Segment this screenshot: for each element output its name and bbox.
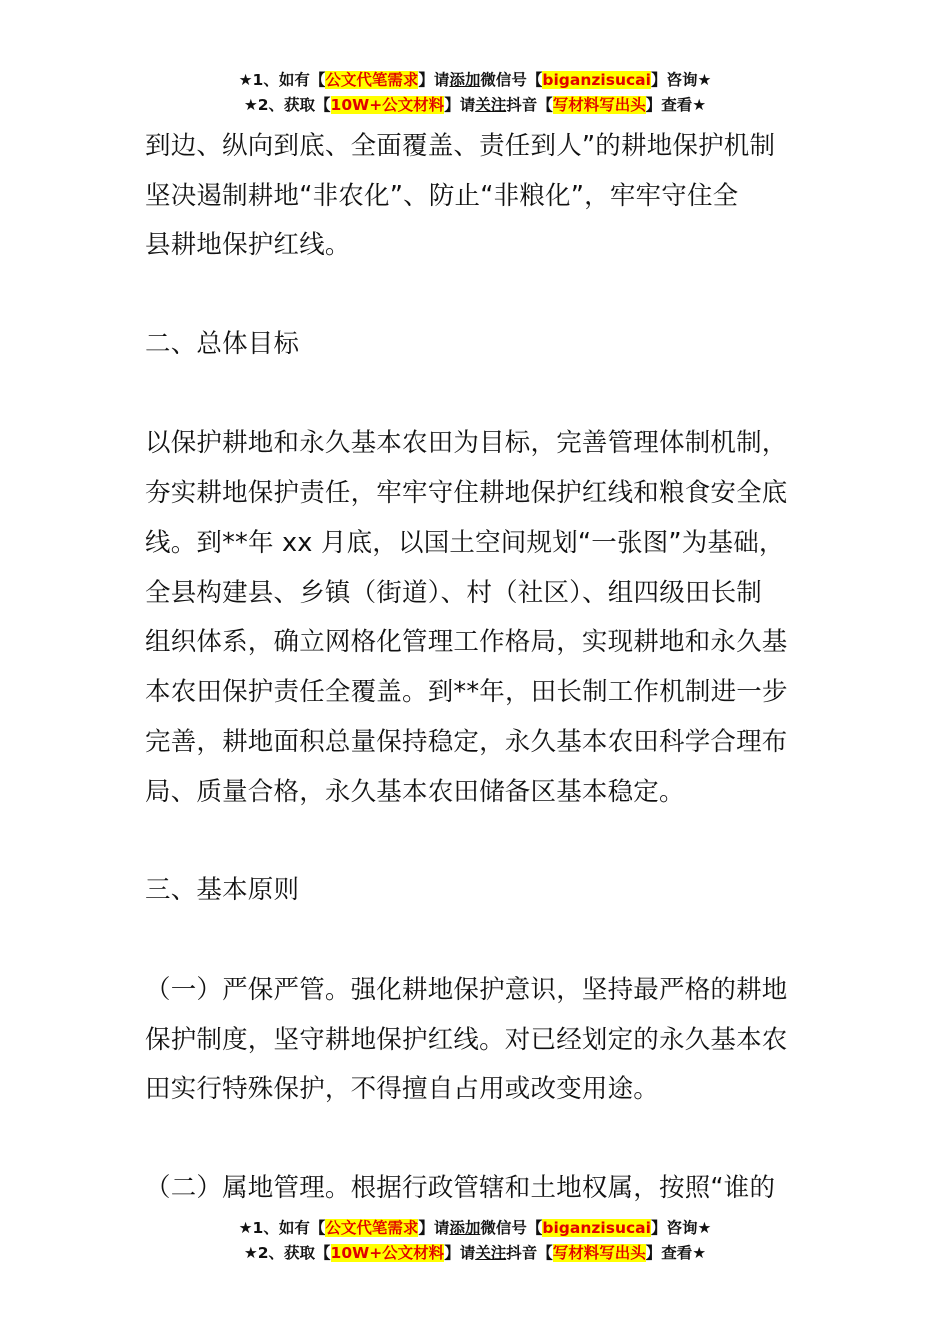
section-heading-line: 二、总体目标: [145, 329, 300, 359]
banner-text: 】请: [418, 71, 450, 89]
header-banner: [0, 68, 950, 118]
banner-line-1: [0, 68, 950, 93]
banner-text: 】查看★: [645, 1244, 707, 1262]
banner-highlight: 公文代笔需求: [325, 71, 419, 89]
paragraph-line: 完善，耕地面积总量保持稳定，永久基本农田科学合理布: [145, 727, 788, 757]
banner-text: ★2、获取【: [243, 1244, 331, 1262]
banner-text: 】咨询★: [650, 71, 712, 89]
banner-text: ★1、如有【: [238, 1219, 326, 1237]
banner-highlight: 10W+公文材料: [330, 96, 445, 114]
paragraph-line: 全县构建县、乡镇（街道）、村（社区）、组四级田长制: [145, 578, 763, 608]
banner-text: 】请: [444, 96, 476, 114]
banner-highlight: biganzisucai: [542, 1219, 651, 1237]
banner-emphasis: 添加: [449, 1219, 481, 1237]
banner-text: 】查看★: [645, 96, 707, 114]
section-heading-line: 三、基本原则: [145, 875, 300, 905]
paragraph-line: 局、质量合格，永久基本农田储备区基本稳定。: [145, 777, 685, 807]
banner-text: 】请: [444, 1244, 476, 1262]
paragraph-line: 以保护耕地和永久基本农田为目标，完善管理体制机制，: [145, 428, 788, 458]
paragraph-line: 保护制度，坚守耕地保护红线。对已经划定的永久基本农: [145, 1025, 788, 1055]
paragraph-line: 田实行特殊保护，不得擅自占用或改变用途。: [145, 1074, 660, 1104]
footer-banner: [0, 1216, 950, 1266]
banner-highlight: 10W+公文材料: [330, 1244, 445, 1262]
banner-emphasis: 添加: [449, 71, 481, 89]
banner-line-1: [0, 1216, 950, 1241]
paragraph-line: （一）严保严管。强化耕地保护意识，坚持最严格的耕地: [145, 975, 788, 1005]
paragraph-line: 县耕地保护红线。: [145, 230, 351, 260]
banner-text: ★1、如有【: [238, 71, 326, 89]
banner-line-2: [0, 1241, 950, 1266]
paragraph-line: （二）属地管理。根据行政管辖和土地权属，按照“谁的: [145, 1173, 776, 1203]
banner-emphasis: 关注: [475, 96, 507, 114]
banner-highlight: 写材料写出头: [552, 1244, 646, 1262]
banner-highlight: 公文代笔需求: [325, 1219, 419, 1237]
paragraph-line: 线。到**年 xx 月底，以国土空间规划“一张图”为基础，: [145, 528, 785, 558]
banner-text: 微信号【: [480, 1219, 543, 1237]
paragraph-line: 本农田保护责任全覆盖。到**年，田长制工作机制进一步: [145, 677, 788, 707]
banner-line-2: [0, 93, 950, 118]
banner-text: 抖音【: [506, 1244, 553, 1262]
banner-text: 】请: [418, 1219, 450, 1237]
paragraph-line: 夯实耕地保护责任，牢牢守住耕地保护红线和粮食安全底: [145, 478, 788, 508]
paragraph-line: 组织体系，确立网格化管理工作格局，实现耕地和永久基: [145, 627, 788, 657]
paragraph-line: 坚决遏制耕地“非农化”、防止“非粮化”，牢牢守住全: [145, 181, 739, 211]
banner-text: 微信号【: [480, 71, 543, 89]
banner-emphasis: 关注: [475, 1244, 507, 1262]
banner-text: 抖音【: [506, 96, 553, 114]
paragraph-line: 到边、纵向到底、全面覆盖、责任到人”的耕地保护机制: [145, 131, 776, 161]
banner-text: ★2、获取【: [243, 96, 331, 114]
banner-highlight: 写材料写出头: [552, 96, 646, 114]
banner-text: 】咨询★: [650, 1219, 712, 1237]
banner-highlight: biganzisucai: [542, 71, 651, 89]
